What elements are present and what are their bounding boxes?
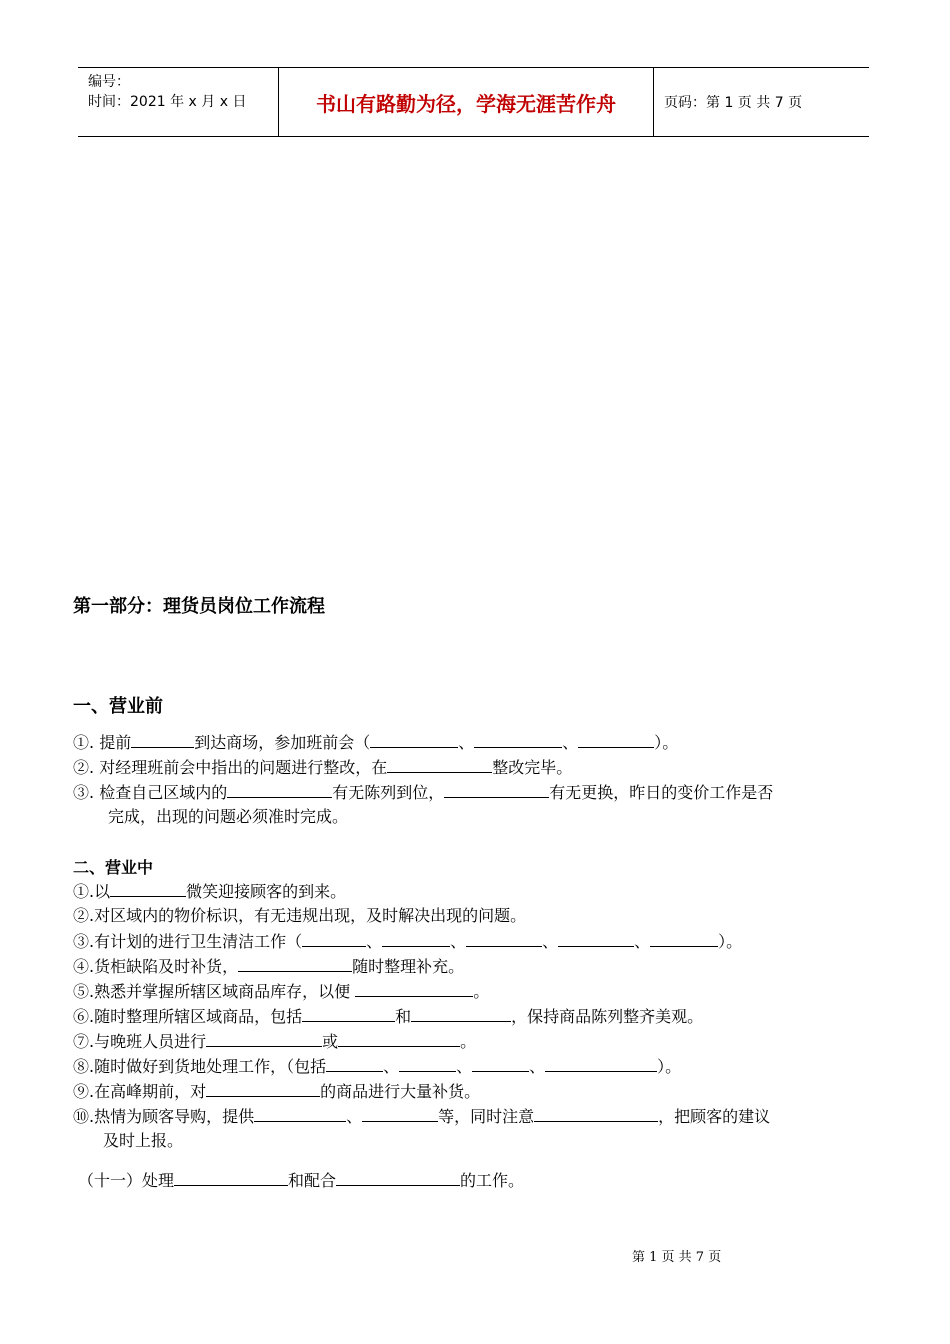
list-item: ①.以 微笑迎接顾客的到来。 (73, 878, 346, 905)
list-item: ⑩.热情为顾客导购，提供 、 等，同时注意 ，把顾客的建议 (73, 1103, 770, 1130)
list-item-continuation: 完成，出现的问题必须准时完成。 (108, 807, 349, 826)
list-item: （十一）处理 和配合 的工作。 (78, 1167, 524, 1194)
list-item: ③. 检查自己区域内的 有无陈列到位， 有无更换，昨日的变价工作是否 (73, 779, 773, 806)
number-label: 编号： (88, 74, 130, 90)
section-heading-during-business: 二、营业中 (73, 858, 154, 877)
section-heading-before-business: 一、营业前 (73, 696, 163, 717)
list-item: ⑥.随时整理所辖区域商品，包括 和 ，保持商品陈列整齐美观。 (73, 1003, 703, 1030)
header-motto: 书山有路勤为径，学海无涯苦作舟 (279, 68, 654, 136)
list-item: ②. 对经理班前会中指出的问题进行整改，在 整改完毕。 (73, 754, 572, 781)
list-item: ⑧.随时做好到货地处理工作，（包括 、 、 、 ）。 (73, 1053, 681, 1080)
list-item: ①. 提前 到达商场，参加班前会（ 、 、 ）。 (73, 729, 678, 756)
list-item: ②.对区域内的物价标识，有无违规出现，及时解决出现的问题。 (73, 906, 527, 925)
list-item: ④.货柜缺陷及时补货， 随时整理补充。 (73, 953, 464, 980)
header-page-number: 页码：第 1 页 共 7 页 (664, 95, 803, 111)
time-label: 时间：2021 年 x 月 x 日 (88, 94, 247, 110)
list-item-continuation: 及时上报。 (103, 1131, 184, 1150)
list-item: ⑨.在高峰期前，对 的商品进行大量补货。 (73, 1078, 480, 1105)
list-item: ③.有计划的进行卫生清洁工作（ 、 、 、 、 ）。 (73, 928, 742, 955)
list-item: ⑦.与晚班人员进行 或 。 (73, 1028, 476, 1055)
header-table (78, 67, 869, 137)
header-meta (78, 68, 279, 136)
list-item: ⑤.熟悉并掌握所辖区域商品库存，以便 。 (73, 978, 489, 1005)
page-footer: 第 1 页 共 7 页 (632, 1250, 722, 1265)
document-title: 第一部分：理货员岗位工作流程 (73, 596, 325, 617)
